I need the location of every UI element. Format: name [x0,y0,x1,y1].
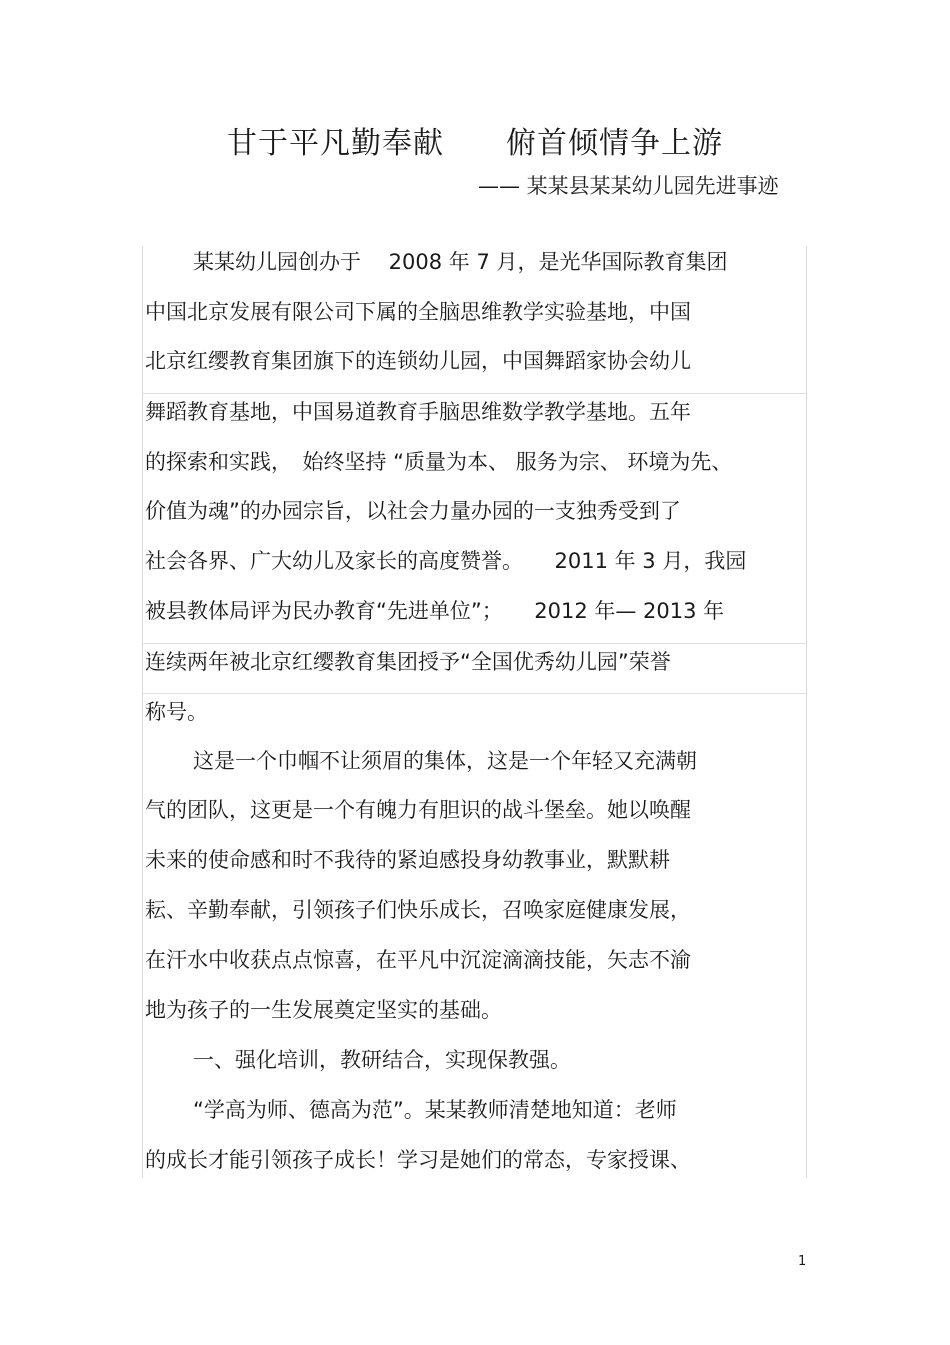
text-line: 连续两年被北京红缨教育集团授予“全国优秀幼儿园”荣誉 [145,650,671,674]
text-line: 地为孩子的一生发展奠定坚实的基础。 [145,998,502,1022]
page-subtitle: —— 某某县某某幼儿园先进事迹 [478,174,779,198]
text-line: 价值为魂”的办园宗旨，以社会力量办园的一支独秀受到了 [145,499,681,523]
text-line: 耘、辛勤奉献，引领孩子们快乐成长，召唤家庭健康发展， [145,898,691,922]
box-divider-rule [142,643,806,644]
text-line: 某某幼儿园创办于 2008 年 7 月，是光华国际教育集团 [193,250,728,274]
text-line: 中国北京发展有限公司下属的全脑思维教学实验基地，中国 [145,300,691,324]
section-heading: 一、强化培训，教研结合，实现保教强。 [193,1048,571,1072]
text-line: 舞蹈教育基地，中国易道教育手脑思维数学教学基地。五年 [145,400,691,424]
right-border-rule [806,246,807,1178]
box-divider-rule [142,393,806,394]
text-line: 的探索和实践， 始终坚持 “质量为本、 服务为宗、 环境为先、 [145,450,733,474]
text-line: 被县教体局评为民办教育“先进单位”； 2012 年— 2013 年 [145,599,725,623]
text-line: 称号。 [145,700,208,724]
text-line: “学高为师、德高为范”。某某教师清楚地知道：老师 [193,1098,677,1122]
page-number: 1 [798,1254,807,1269]
text-line: 的成长才能引领孩子成长！学习是她们的常态，专家授课、 [145,1148,691,1172]
text-line: 未来的使命感和时不我待的紧迫感投身幼教事业，默默耕 [145,848,670,872]
left-border-rule [142,246,143,1178]
box-divider-rule [142,693,806,694]
text-line: 在汗水中收获点点惊喜，在平凡中沉淀滴滴技能，矢志不渝 [145,948,691,972]
text-line: 社会各界、广大幼儿及家长的高度赞誉。 2011 年 3 月，我园 [145,549,747,573]
text-line: 北京红缨教育集团旗下的连锁幼儿园，中国舞蹈家协会幼儿 [145,349,691,373]
text-line: 气的团队，这更是一个有魄力有胆识的战斗堡垒。她以唤醒 [145,798,691,822]
text-line: 这是一个巾帼不让须眉的集体，这是一个年轻又充满朝 [193,749,697,773]
page-title: 甘于平凡勤奉献 俯首倾情争上游 [227,126,723,161]
